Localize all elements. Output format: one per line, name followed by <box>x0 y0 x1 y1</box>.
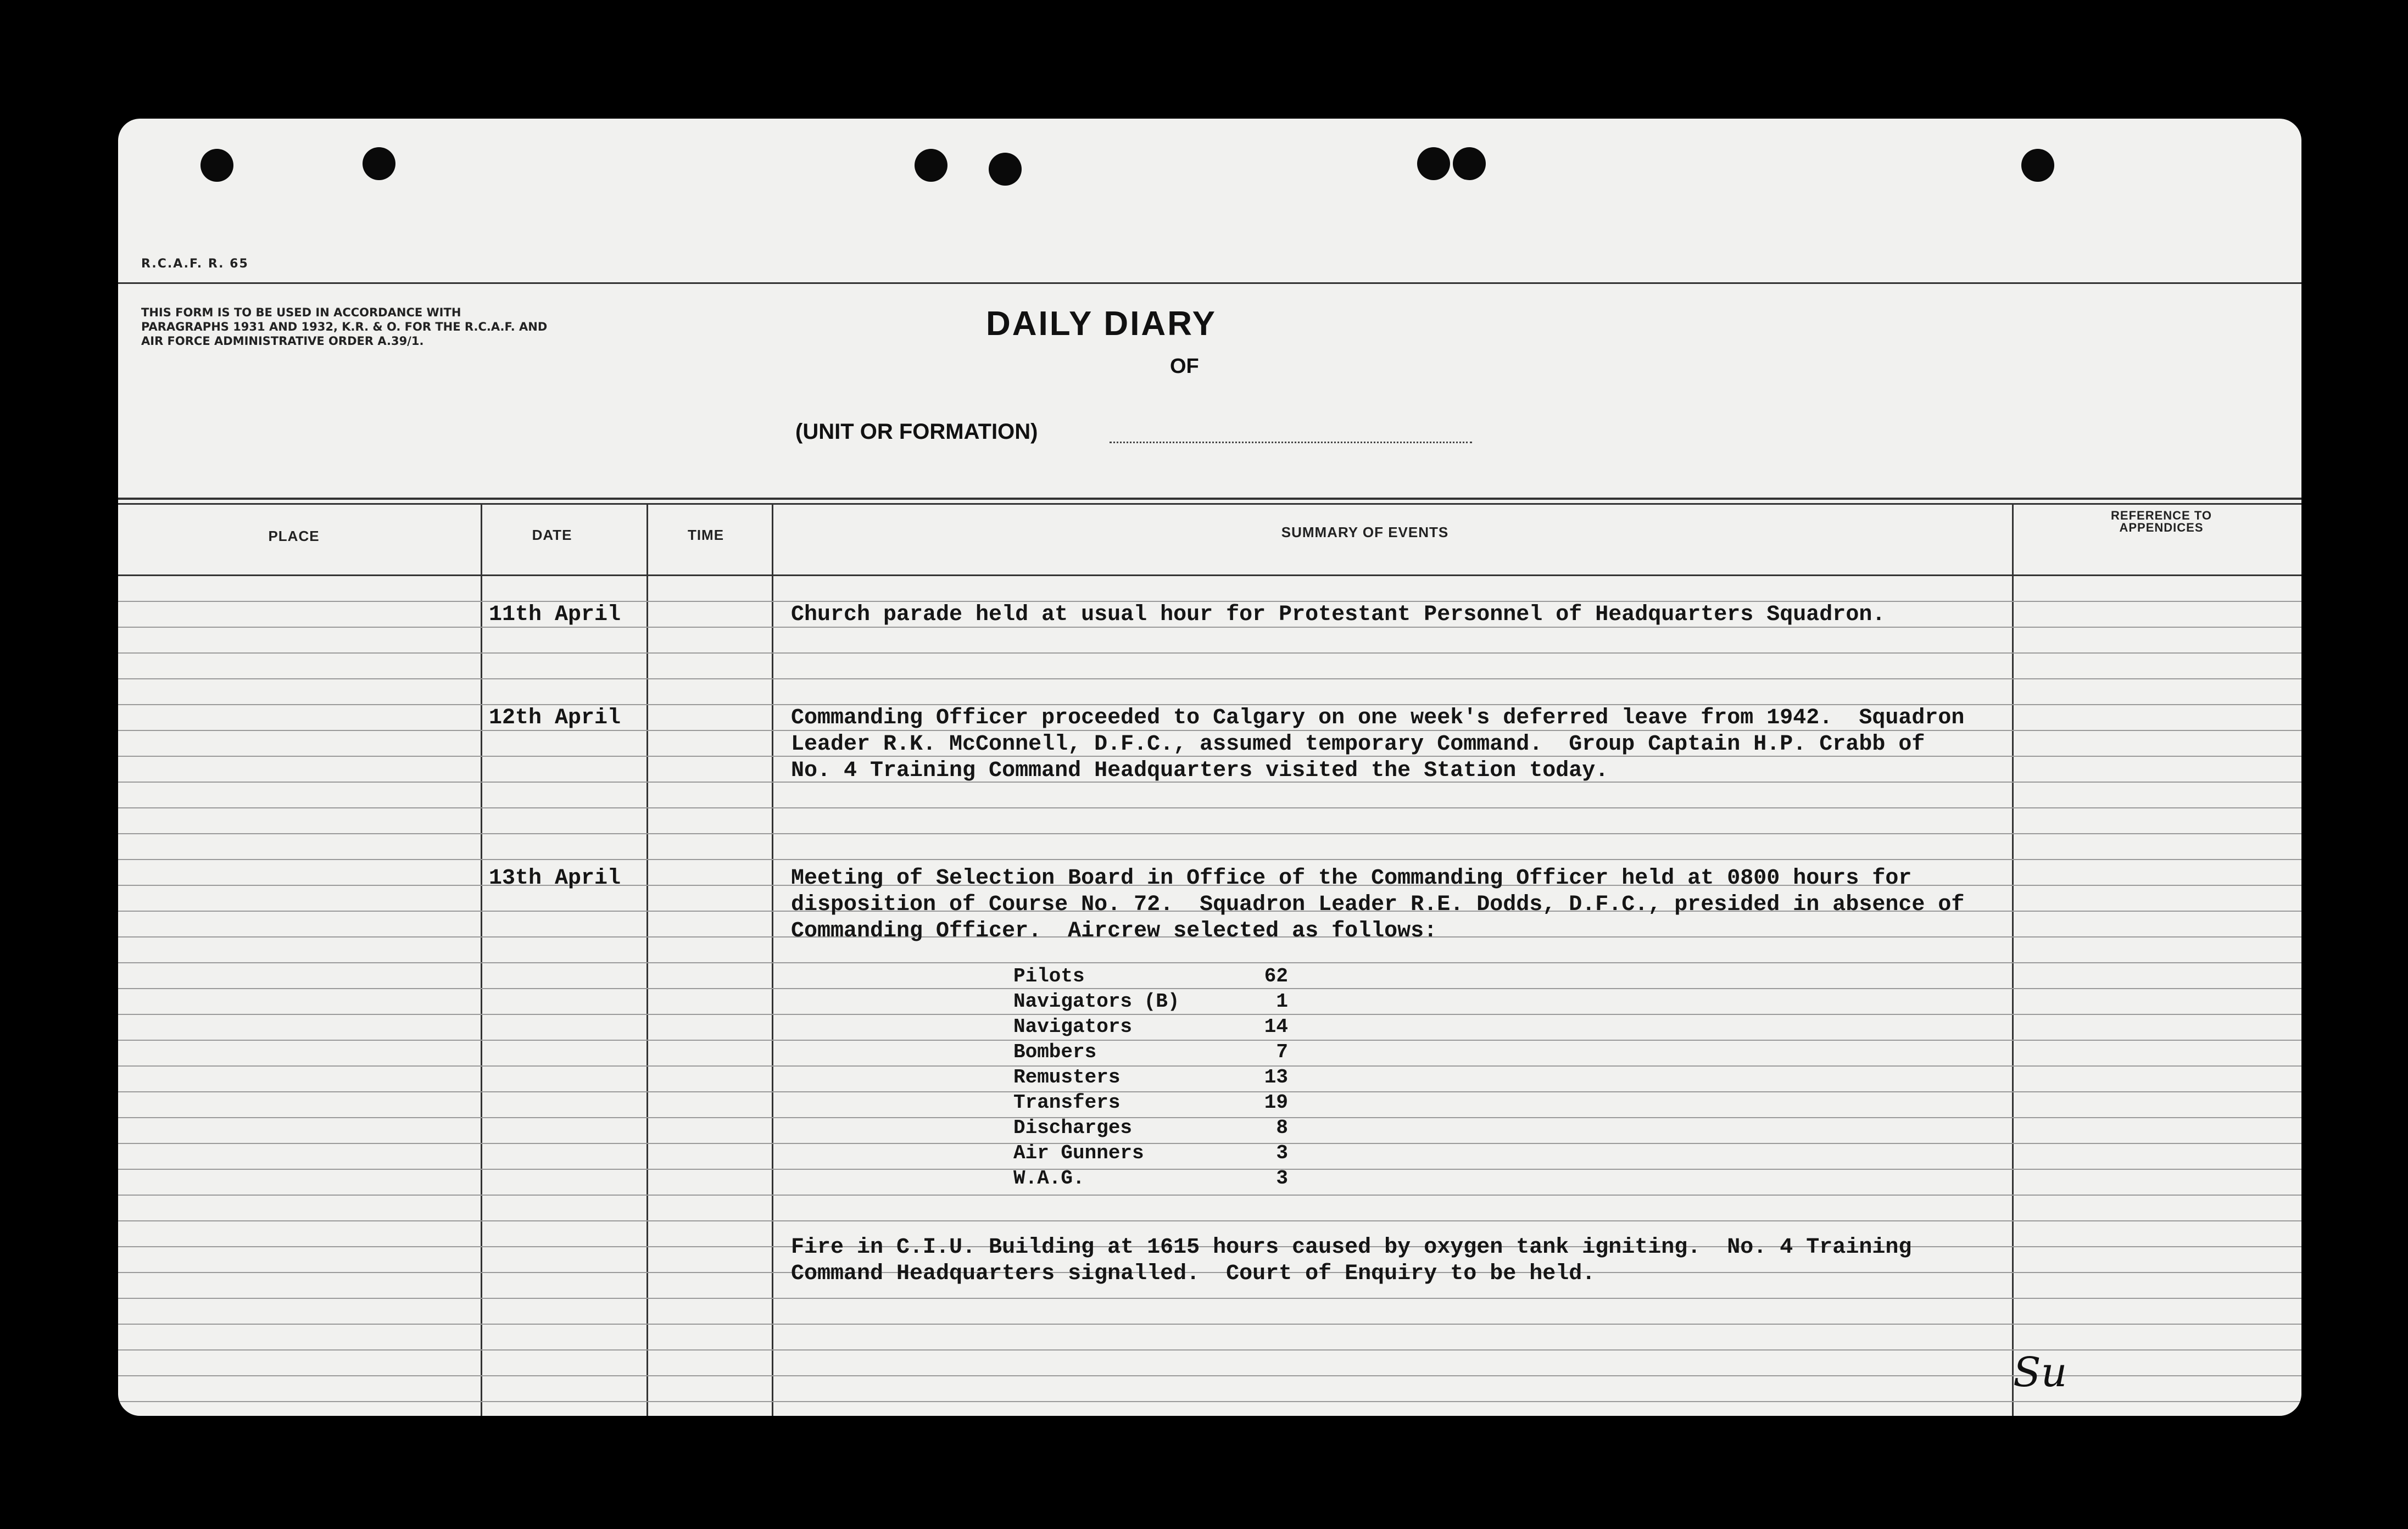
entry-date: 13th April <box>489 866 621 891</box>
header-rule <box>118 498 2301 500</box>
punch-hole <box>989 153 1022 186</box>
punch-hole <box>915 149 947 182</box>
aircrew-row <box>1013 1091 1299 1115</box>
entry-text: Commanding Officer proceeded to Calgary on one week's deferred leave from 1942. Squadron <box>791 706 1965 730</box>
title-of: OF <box>1170 355 1199 378</box>
aircrew-count: 14 <box>1264 1015 1288 1038</box>
column-date: DATE <box>532 527 572 543</box>
unit-fill-line <box>1110 442 1472 443</box>
column-head-rule <box>118 574 2301 576</box>
regulation-text: THIS FORM IS TO BE USED IN ACCORDANCE WITH PARAGRAPHS 1931 AND 1932, K.R. & O. FOR THE R.C.A.F. AND AIR FORCE ADMINISTRATIVE ORDER A.39/1. <box>141 306 548 348</box>
punch-hole <box>2021 149 2054 182</box>
aircrew-count: 7 <box>1276 1041 1288 1063</box>
column-summary: SUMMARY OF EVENTS <box>1281 524 1449 540</box>
fire-note-line: Command Headquarters signalled. Court of Enquiry to be held. <box>791 1262 1596 1286</box>
entry-text: Church parade held at usual hour for Protestant Personnel of Headquarters Squadron. <box>791 602 1886 627</box>
ruled-line <box>118 1324 2301 1325</box>
aircrew-count: 62 <box>1264 965 1288 987</box>
column-divider <box>646 503 648 1416</box>
column-divider <box>2012 503 2014 1416</box>
punch-hole <box>363 147 395 180</box>
aircrew-count: 8 <box>1276 1117 1288 1139</box>
aircrew-row <box>1013 1040 1299 1064</box>
diary-card <box>118 119 2301 1416</box>
entry-date: 12th April <box>489 706 621 730</box>
ruled-line <box>118 1349 2301 1351</box>
aircrew-count: 1 <box>1276 990 1288 1013</box>
divider <box>118 282 2301 284</box>
ruled-line <box>118 652 2301 654</box>
ruled-line <box>118 678 2301 679</box>
column-time: TIME <box>687 527 724 543</box>
ruled-line <box>118 1220 2301 1221</box>
aircrew-row <box>1013 1015 1299 1039</box>
aircrew-row <box>1013 990 1299 1014</box>
column-reference: REFERENCE TO APPENDICES <box>2111 509 2212 534</box>
ruled-line <box>118 833 2301 834</box>
aircrew-count: 3 <box>1276 1142 1288 1164</box>
entry-text: Meeting of Selection Board in Office of the Commanding Officer held at 0800 hours for <box>791 866 1912 891</box>
aircrew-label: Air Gunners <box>1013 1142 1144 1164</box>
aircrew-row <box>1013 1116 1299 1140</box>
aircrew-label: Navigators (B) <box>1013 990 1180 1013</box>
entry-text: No. 4 Training Command Headquarters visited the Station today. <box>791 758 1609 783</box>
punch-hole <box>1453 147 1486 180</box>
entry-date: 11th April <box>489 602 621 627</box>
column-place: PLACE <box>268 528 320 544</box>
aircrew-row <box>1013 1167 1299 1191</box>
punch-hole <box>1417 147 1450 180</box>
aircrew-count: 13 <box>1264 1066 1288 1089</box>
page-title: DAILY DIARY <box>986 305 1217 343</box>
aircrew-label: Bombers <box>1013 1041 1097 1063</box>
entry-text: Leader R.K. McConnell, D.F.C., assumed temporary Command. Group Captain H.P. Crabb of <box>791 732 1925 757</box>
aircrew-label: Discharges <box>1013 1117 1133 1139</box>
ruled-line <box>118 1298 2301 1299</box>
aircrew-count: 3 <box>1276 1167 1288 1190</box>
aircrew-row <box>1013 964 1299 989</box>
column-divider <box>772 503 773 1416</box>
aircrew-label: Remusters <box>1013 1066 1121 1089</box>
ruled-line <box>118 807 2301 808</box>
aircrew-label: Pilots <box>1013 965 1085 987</box>
ruled-line <box>118 1375 2301 1376</box>
aircrew-label: W.A.G. <box>1013 1167 1085 1190</box>
form-number: R.C.A.F. R. 65 <box>141 257 249 271</box>
aircrew-row <box>1013 1065 1299 1090</box>
aircrew-row <box>1013 1141 1299 1165</box>
entry-text: Commanding Officer. Aircrew selected as follows: <box>791 919 1437 944</box>
header-rule <box>118 503 2301 505</box>
aircrew-count: 19 <box>1264 1091 1288 1114</box>
aircrew-label: Transfers <box>1013 1091 1121 1114</box>
ruled-line <box>118 962 2301 963</box>
fire-note-line: Fire in C.I.U. Building at 1615 hours caused by oxygen tank igniting. No. 4 Training <box>791 1235 1912 1260</box>
ruled-line <box>118 1401 2301 1402</box>
unit-label: (UNIT OR FORMATION) <box>795 420 1038 444</box>
aircrew-list <box>1013 964 1299 1195</box>
ruled-line <box>118 859 2301 860</box>
column-divider <box>481 503 482 1416</box>
entry-text: disposition of Course No. 72. Squadron Leader R.E. Dodds, D.F.C., presided in absence of <box>791 892 1965 917</box>
punch-hole <box>200 149 233 182</box>
aircrew-label: Navigators <box>1013 1015 1133 1038</box>
handwritten-initials: Su <box>2013 1349 2067 1396</box>
